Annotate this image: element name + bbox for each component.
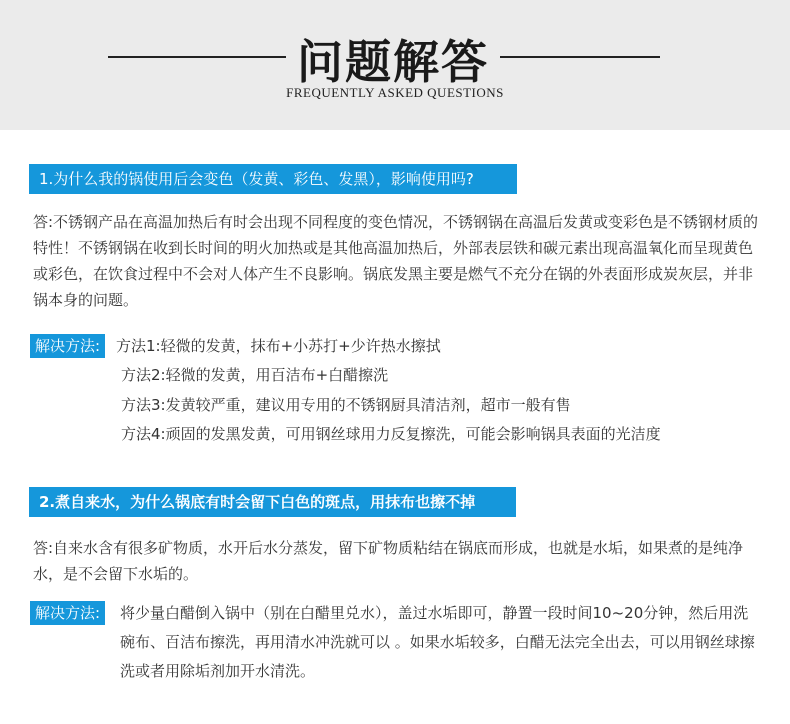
solution-2-text: 将少量白醋倒入锅中（别在白醋里兑水），盖过水垢即可，静置一段时间10~20分钟，然后用洗碗布、百洁布擦洗，再用清水冲洗就可以 。如果水垢较多，白醋无法完全出去，可以用钢丝球擦洗或者用除垢剂加开水清洗。 bbox=[120, 604, 755, 680]
page-subtitle: FREQUENTLY ASKED QUESTIONS bbox=[286, 85, 504, 100]
solution-1-method-3: 方法3:发黄较严重，建议用专用的不锈钢厨具清洁剂，超市一般有售 bbox=[121, 396, 571, 414]
question-1-bar: 1.为什么我的锅使用后会变色（发黄、彩色、发黑），影响使用吗? bbox=[29, 164, 517, 194]
header-divider-left bbox=[108, 56, 286, 58]
answer-2-text: 答:自来水含有很多矿物质，水开后水分蒸发，留下矿物质粘结在锅底而形成，也就是水垢，如果煮的是纯净水，是不会留下水垢的。 bbox=[33, 539, 744, 583]
page-title: 问题解答 bbox=[297, 35, 489, 89]
solution-1-method-4: 方法4:顽固的发黑发黄，可用钢丝球用力反复擦洗，可能会影响锅具表面的光洁度 bbox=[121, 425, 661, 443]
answer-1-text: 答:不锈钢产品在高温加热后有时会出现不同程度的变色情况，不锈钢锅在高温后发黄或变彩色是不锈钢材质的特性！不锈钢锅在收到长时间的明火加热或是其他高温加热后，外部表层铁和碳元素出现高温氧化而呈现黄色或彩色，在饮食过程中不会对人体产生不良影响。锅底发黑主要是燃气不充分在锅的外表面形成炭灰层，并非锅本身的问题。 bbox=[33, 213, 759, 309]
solution-2-label: 解决方法: bbox=[30, 601, 105, 625]
faq-header bbox=[0, 0, 790, 130]
question-2-bar: 2.煮自来水，为什么锅底有时会留下白色的斑点，用抹布也擦不掉 bbox=[29, 487, 516, 517]
solution-1-method-1: 方法1:轻微的发黄，抹布+小苏打+少许热水擦拭 bbox=[116, 337, 441, 355]
solution-1-method-2: 方法2:轻微的发黄，用百洁布+白醋擦洗 bbox=[121, 366, 389, 384]
header-divider-right bbox=[500, 56, 660, 58]
solution-1-label: 解决方法: bbox=[30, 334, 105, 358]
